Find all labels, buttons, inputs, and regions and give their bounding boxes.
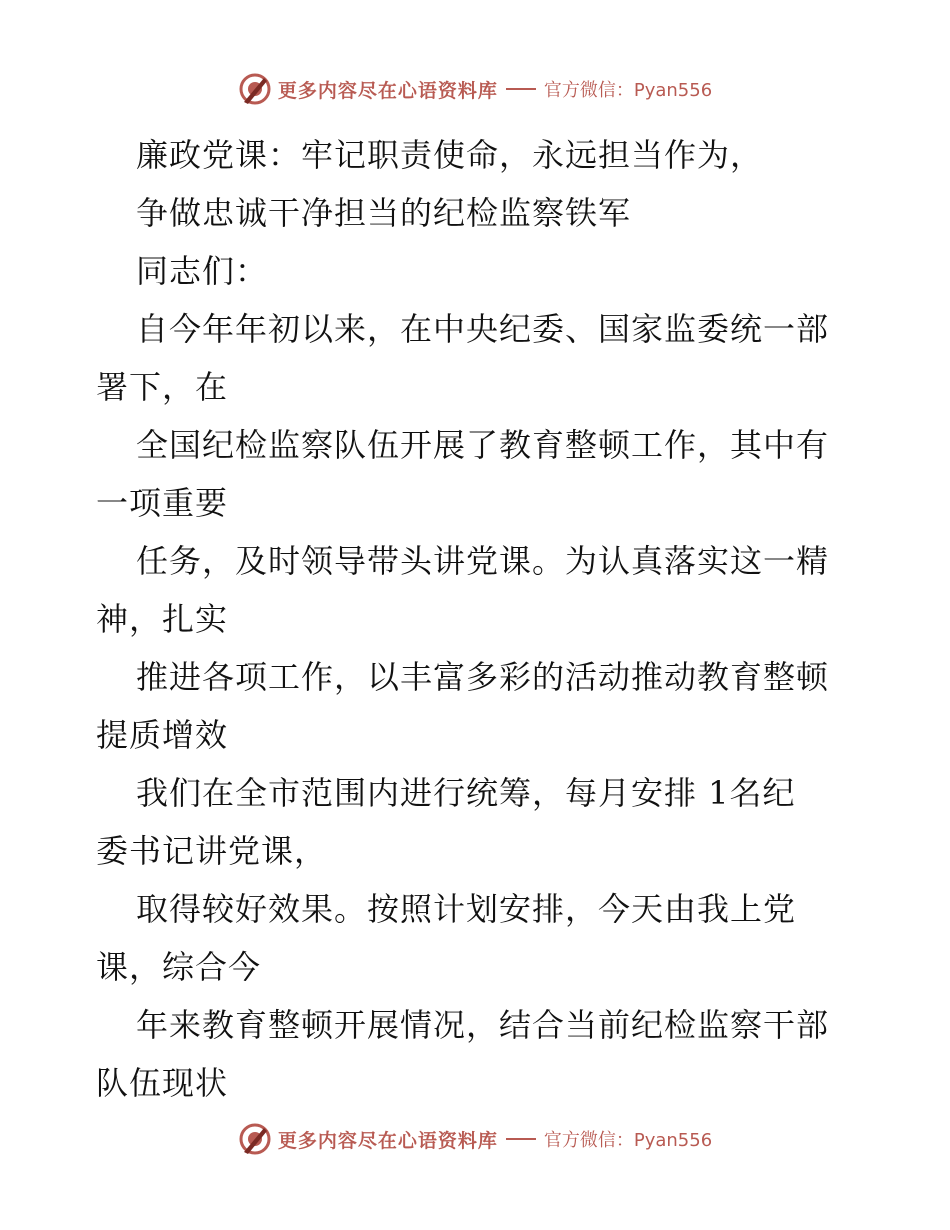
document-body	[96, 126, 856, 1112]
footer-wechat: 官方微信：Pyan556	[543, 1130, 713, 1151]
text-line: 委书记讲党课，	[96, 832, 328, 870]
text-line: 提质增效	[96, 716, 229, 754]
header-slogan: 更多内容尽在心语资料库	[277, 79, 498, 102]
footer-divider	[506, 1138, 536, 1140]
header-divider	[506, 88, 536, 90]
text-line: 队伍现状	[96, 1064, 229, 1102]
footer-slogan: 更多内容尽在心语资料库	[277, 1129, 498, 1152]
logo-icon	[238, 72, 272, 106]
text-line: 取得较好效果。按照计划安排，今天由我上党	[136, 890, 797, 928]
text-line: 全国纪检监察队伍开展了教育整顿工作，其中有	[136, 426, 830, 464]
text-line: 我们在全市范围内进行统筹，每月安排 1名纪	[136, 774, 796, 812]
text-line: 自今年年初以来，在中央纪委、国家监委统一部	[136, 310, 830, 348]
header-banner	[0, 72, 950, 106]
text-line: 神，扎实	[96, 600, 229, 638]
footer-banner	[0, 1122, 950, 1156]
header-wechat: 官方微信：Pyan556	[543, 80, 713, 101]
text-line: 廉政党课：牢记职责使命，永远担当作为，	[136, 136, 764, 174]
text-line: 一项重要	[96, 484, 229, 522]
text-line: 推进各项工作，以丰富多彩的活动推动教育整顿	[136, 658, 830, 696]
text-line: 同志们：	[136, 252, 269, 290]
text-line: 争做忠诚干净担当的纪检监察铁军	[136, 194, 632, 232]
text-line: 任务，及时领导带头讲党课。为认真落实这一精	[136, 542, 830, 580]
text-line: 署下，在	[96, 368, 229, 406]
text-line: 年来教育整顿开展情况，结合当前纪检监察干部	[136, 1006, 830, 1044]
logo-icon	[238, 1122, 272, 1156]
text-line: 课，综合今	[96, 948, 262, 986]
